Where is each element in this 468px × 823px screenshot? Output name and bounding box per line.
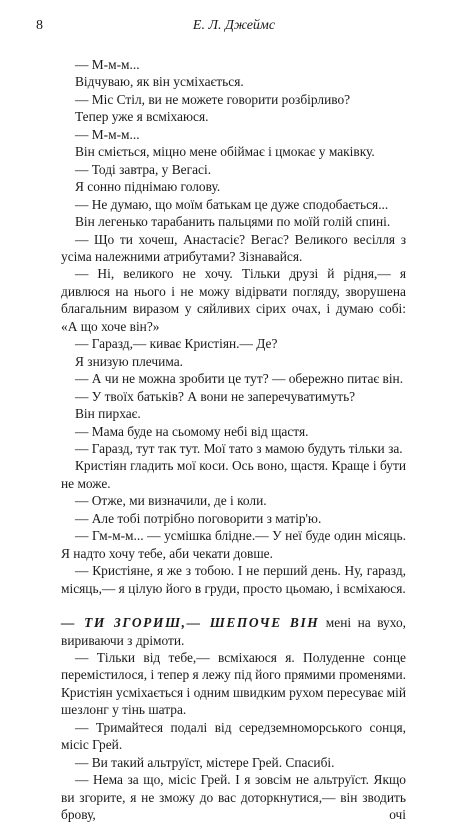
paragraph: — Кристіяне, я же з тобою. І не перший день. Ну, гаразд, місяць,— я цілую його в груди, просто цьомаю, і всміхаюся. [61, 563, 406, 596]
paragraph: — Ні, великого не хочу. Тільки друзі й рідня,— я дивлюся на нього і не можу відірвати погляду, зворушена благальним виразом у сяйливих сірих очах, і думаю собі: «А що хоче він?» [61, 266, 406, 334]
running-head: Е. Л. Джеймс [192, 18, 276, 33]
section-opening-paragraph [61, 614, 406, 649]
paragraph: — Ви такий альтруїст, містере Грей. Спасибі. [75, 754, 335, 770]
page-number: 8 [36, 18, 43, 33]
paragraph: — Гаразд,— киває Кристіян.— Де? [75, 336, 278, 352]
paragraph: — Нема за що, місіс Грей. І я зовсім не альтруїст. Якщо ви згорите, я не зможу до вас доторкнутися,— він зводить брову, очі [61, 772, 406, 823]
paragraph: — У твоїх батьків? А вони не заперечуватимуть? [75, 388, 356, 404]
text-body [61, 56, 406, 823]
paragraph: Я знизую плечима. [75, 353, 183, 369]
paragraph: — Що ти хочеш, Анастасіє? Вегас? Великого весілля з усіма належними атрибутами? Зізнавайся. [61, 231, 406, 264]
paragraph: — Але тобі потрібно поговорити з матір'ю. [75, 510, 322, 526]
section-opener-rest: мені на вухо, вириваючи з дрімоти. [61, 615, 406, 648]
paragraph: Тепер уже я всміхаюся. [75, 109, 209, 125]
paragraph: Він пирхає. [75, 406, 141, 422]
paragraph: — М-м-м... [75, 57, 140, 72]
paragraph: — Гм-м-м... — усмішка блідне.— У неї буде один місяць. Я надто хочу тебе, аби чекати довше. [61, 528, 406, 561]
paragraph: — А чи не можна зробити це тут? — обережно питає він. [75, 371, 404, 387]
paragraph: — Тоді завтра, у Вегасі. [75, 161, 212, 177]
paragraph: — Отже, ми визначили, де і коли. [75, 493, 267, 509]
paragraph: — М-м-м... [75, 126, 140, 142]
paragraph: — Мама буде на сьомому небі від щастя. [75, 423, 309, 439]
section-opener: — ТИ ЗГОРИШ,— ШЕПОЧЕ ВІН [61, 615, 320, 631]
paragraph: Я сонно піднімаю голову. [75, 179, 221, 195]
paragraph: — Не думаю, що моїм батькам це дуже сподобається... [75, 196, 389, 212]
paragraph: Він легенько тарабанить пальцями по моїй голій спині. [75, 214, 391, 230]
paragraph: — Тримайтеся подалі від середземноморського сонця, місіс Грей. [61, 719, 406, 753]
page-header [36, 18, 432, 40]
paragraph: Відчуваю, як він усміхається. [75, 74, 244, 90]
paragraph: Він сміється, міцно мене обіймає і цмокає у маківку. [75, 144, 375, 160]
paragraph: Кристіян гладить мої коси. Ось воно, щастя. Краще і бути не може. [61, 458, 406, 491]
paragraph: — Міс Стіл, ви не можете говорити розбірливо? [75, 91, 351, 107]
paragraph: — Тільки від тебе,— всміхаюся я. Полуденне сонце перемістилося, і тепер я лежу під його прямими променями. Кристіян усміхається і одним швидким рухом пересуває мій шезлонг у тінь шатра. [61, 649, 406, 718]
paragraph: — Гаразд, тут так тут. Мої тато з мамою будуть тільки за. [75, 440, 403, 456]
